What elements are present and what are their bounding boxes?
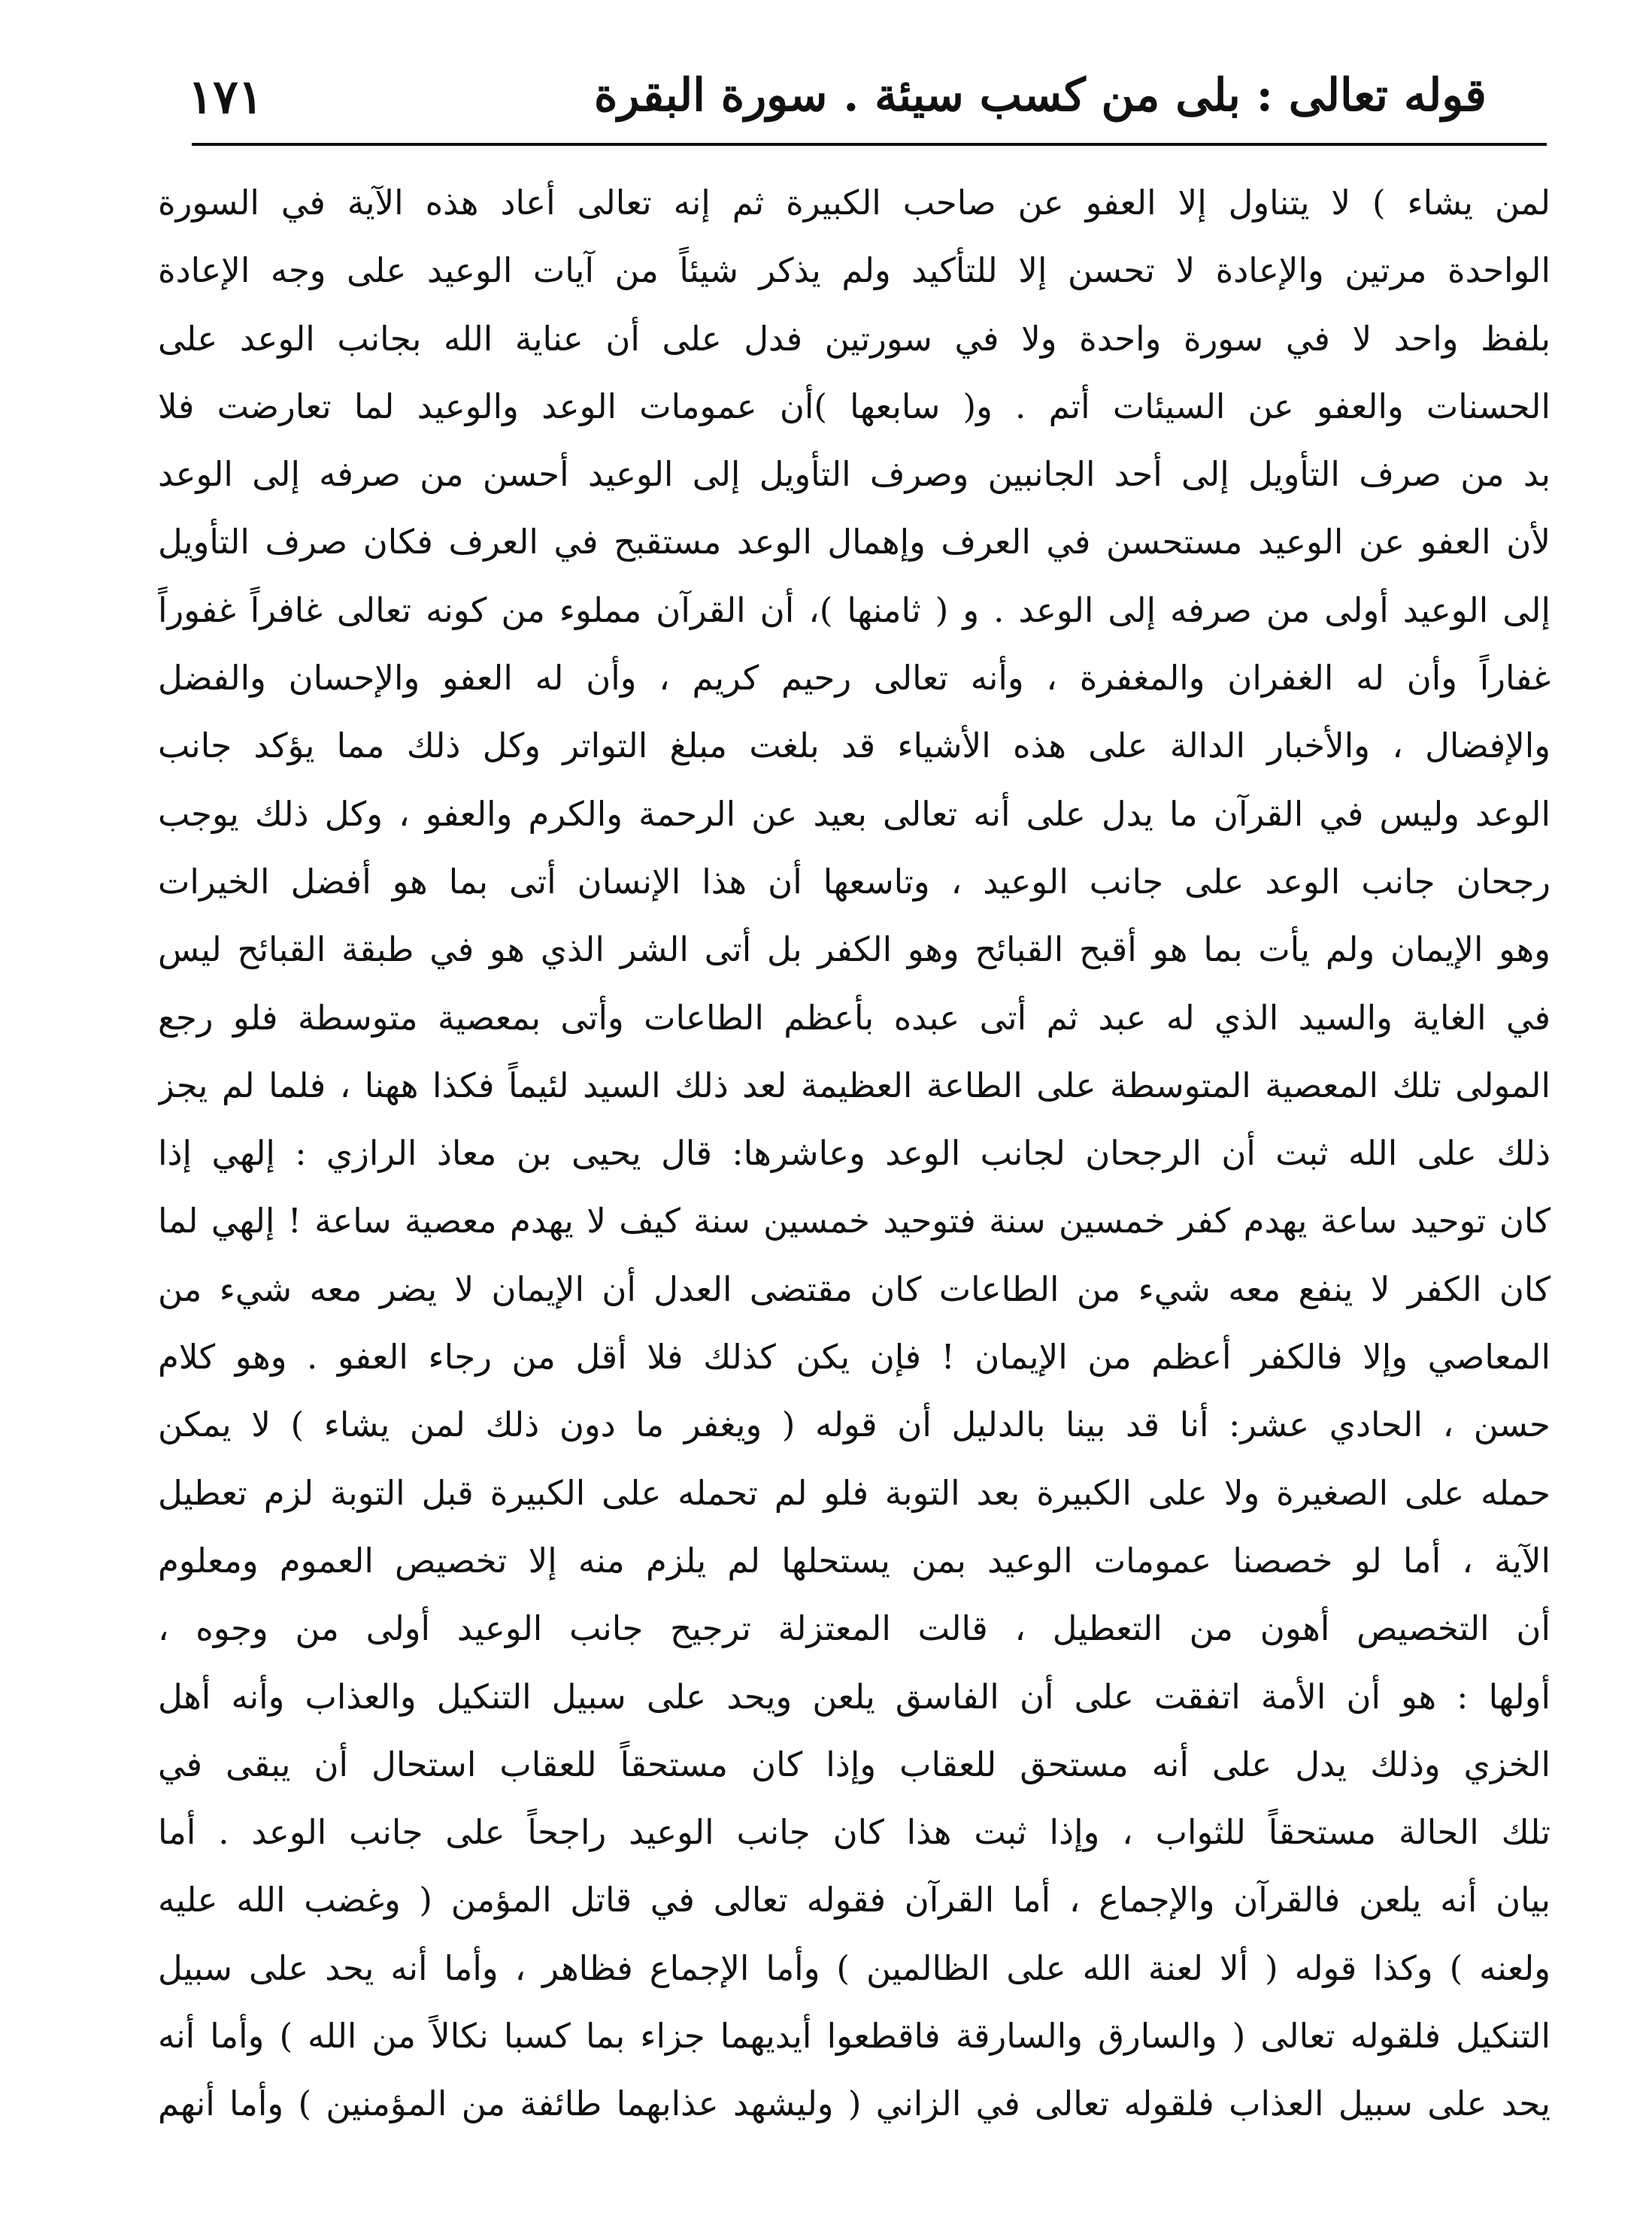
text-line: ولعنه ) وكذا قوله ( ألا لعنة الله على الظالمين ) وأما الإجماع فظاهر ، وأما أنه يحد على سبيل <box>158 1948 1550 1988</box>
text-line: كان الكفر لا ينفع معه شيء من الطاعات كان مقتضى العدل أن الإيمان لا يضر معه شيء من <box>158 1269 1550 1309</box>
text-line: بلفظ واحد لا في سورة واحدة ولا في سورتين فدل على أن عناية الله بجانب الوعد على <box>158 318 1550 359</box>
running-title: قوله تعالى : بلى من كسب سيئة . سورة البقرة <box>593 69 1487 122</box>
text-line: المعاصي وإلا فالكفر أعظم من الإيمان ! فإن يكن كذلك فلا أقل من رجاء العفو . وهو كلام <box>158 1337 1550 1378</box>
text-line: لمن يشاء ) لا يتناول إلا العفو عن صاحب الكبيرة ثم إنه تعالى أعاد هذه الآية في السورة <box>158 183 1550 223</box>
text-line: التنكيل فلقوله تعالى ( والسارق والسارقة فاقطعوا أيديهما جزاء بما كسبا نكالاً من الله ) وأما أنه <box>158 2016 1550 2057</box>
text-line: الآية ، أما لو خصصنا عمومات الوعيد بمن يستحلها لم يلزم منه إلا تخصيص العموم ومعلوم <box>158 1540 1550 1581</box>
text-line: المولى تلك المعصية المتوسطة على الطاعة العظيمة لعد ذلك السيد لئيماً فكذا ههنا ، فلما لم يجز <box>158 1065 1550 1105</box>
text-line: تلك الحالة مستحقاً للثواب ، وإذا ثبت هذا كان جانب الوعيد راجحاً على جانب الوعد . أما <box>158 1812 1550 1853</box>
text-line: إلى الوعيد أولى من صرفه إلى الوعد . و ( ثامنها )، أن القرآن مملوء من كونه تعالى غافراً غفوراً <box>158 590 1550 630</box>
text-line: ذلك على الله ثبت أن الرجحان لجانب الوعد وعاشرها: قال يحيى بن معاذ الرازي : إلهي إذا <box>158 1133 1550 1174</box>
text-line: والإفضال ، والأخبار الدالة على هذه الأشياء قد بلغت مبلغ التواتر وكل ذلك مما يؤكد جانب <box>158 726 1550 766</box>
running-header <box>158 53 1539 135</box>
text-line: وهو الإيمان ولم يأت بما هو أقبح القبائح وهو الكفر بل أتى الشر الذي هو في طبقة القبائح ليس <box>158 929 1550 970</box>
text-line: في الغاية والسيد الذي له عبد ثم أتى عبده بأعظم الطاعات وأتى بمعصية متوسطة فلو رجع <box>158 997 1550 1038</box>
text-line: بد من صرف التأويل إلى أحد الجانبين وصرف التأويل إلى الوعيد أحسن من صرفه إلى الوعد <box>158 454 1550 495</box>
text-line: يحد على سبيل العذاب فلقوله تعالى في الزاني ( وليشهد عذابهما طائفة من المؤمنين ) وأما أنهم <box>158 2084 1550 2124</box>
text-line: لأن العفو عن الوعيد مستحسن في العرف وإهمال الوعد مستقبح في العرف فكان صرف التأويل <box>158 522 1550 562</box>
text-line: حسن ، الحادي عشر: أنا قد بينا بالدليل أن قوله ( ويغفر ما دون ذلك لمن يشاء ) لا يمكن <box>158 1405 1550 1445</box>
text-line: حمله على الصغيرة ولا على الكبيرة بعد التوبة فلو لم تحمله على الكبيرة قبل التوبة لزم تعطيل <box>158 1472 1550 1513</box>
text-line: غفاراً وأن له الغفران والمغفرة ، وأنه تعالى رحيم كريم ، وأن له العفو والإحسان والفضل <box>158 658 1550 699</box>
text-line: الواحدة مرتين والإعادة لا تحسن إلا للتأكيد ولم يذكر شيئاً من آيات الوعيد على وجه الإعادة <box>158 250 1550 291</box>
text-line: بيان أنه يلعن فالقرآن والإجماع ، أما القرآن فقوله تعالى في قاتل المؤمن ( وغضب الله عليه <box>158 1880 1550 1920</box>
page-number: ١٧١ <box>188 69 263 124</box>
text-line: الوعد وليس في القرآن ما يدل على أنه تعالى بعيد عن الرحمة والكرم والعفو ، وكل ذلك يوجب <box>158 793 1550 834</box>
text-line: الحسنات والعفو عن السيئات أتم . و( سابعها )أن عمومات الوعد والوعيد لما تعارضت فلا <box>158 386 1550 426</box>
text-line: كان توحيد ساعة يهدم كفر خمسين سنة فتوحيد خمسين سنة كيف لا يهدم معصية ساعة ! إلهي لما <box>158 1201 1550 1241</box>
text-line: أولها : هو أن الأمة اتفقت على أن الفاسق يلعن ويحد على سبيل التنكيل والعذاب وأنه أهل <box>158 1676 1550 1717</box>
header-divider <box>192 143 1547 146</box>
text-line: أن التخصيص أهون من التعطيل ، قالت المعتزلة ترجيح جانب الوعيد أولى من وجوه ، <box>158 1608 1550 1649</box>
body-text <box>158 169 1550 2139</box>
text-line: الخزي وذلك يدل على أنه مستحق للعقاب وإذا كان مستحقاً للعقاب استحال أن يبقى في <box>158 1744 1550 1784</box>
text-line: رجحان جانب الوعد على جانب الوعيد ، وتاسعها أن هذا الإنسان أتى بما هو أفضل الخيرات <box>158 861 1550 902</box>
